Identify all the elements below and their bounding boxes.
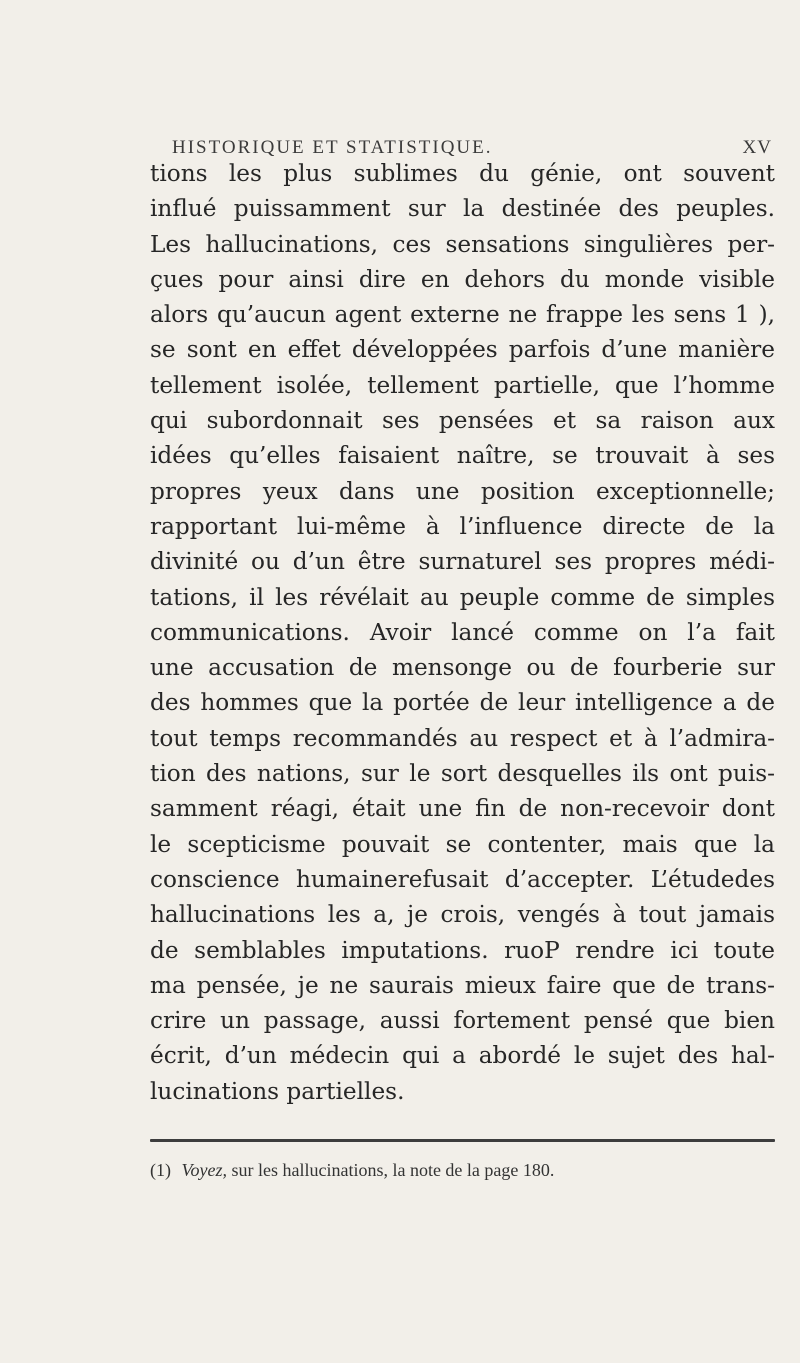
text-line: propres yeux dans une position exceptionnelle; [150, 477, 775, 505]
text-line: lucinations partielles. [150, 1077, 405, 1105]
text-line: une accusation de mensonge ou de fourberie sur [150, 654, 775, 682]
page-number: XV [742, 137, 772, 158]
text-line: tions les plus sublimes du génie, ont souvent [150, 160, 775, 187]
footnote-marker: (1) [150, 1160, 171, 1180]
body-text [150, 156, 775, 1109]
footnote [150, 1160, 775, 1181]
text-line: çues pour ainsi dire en dehors du monde visible [150, 265, 775, 293]
footnote-text: sur les hallucinations, la note de la page 180. [231, 1160, 555, 1180]
text-line: écrit, d’un médecin qui a abordé le sujet des hal- [150, 1042, 775, 1070]
footnote-separator [150, 1139, 775, 1142]
text-line: samment réagi, était une fin de non-recevoir dont [150, 795, 775, 823]
text-line: rapportant lui-même à l’influence directe de la [150, 512, 775, 540]
text-line: divinité ou d’un être surnaturel ses propres médi- [150, 548, 775, 576]
text-line: conscience humainerefusait d’accepter. L’étudedes [150, 865, 775, 893]
text-line: de semblables imputations. ruoP rendre ici toute [150, 936, 775, 964]
text-line: hallucinations les a, je crois, vengés à tout jamais [150, 901, 775, 929]
text-line: crire un passage, aussi fortement pensé que bien [150, 1007, 775, 1035]
text-line: le scepticisme pouvait se contenter, mais que la [150, 830, 775, 858]
text-line: Les hallucinations, ces sensations singulières per- [150, 230, 775, 258]
text-line: des hommes que la portée de leur intelligence a de [150, 689, 775, 717]
text-line: tout temps recommandés au respect et à l’admira- [150, 724, 775, 752]
text-line: se sont en effet développées parfois d’une manière [150, 336, 775, 364]
text-line: alors qu’aucun agent externe ne frappe les sens 1 ), [150, 301, 775, 329]
text-line: qui subordonnait ses pensées et sa raison aux [150, 407, 775, 435]
text-line: tations, il les révélait au peuple comme de simples [150, 583, 775, 611]
text-line: tellement isolée, tellement partielle, que l’homme [150, 371, 775, 399]
text-line: tion des nations, sur le sort desquelles ils ont puis- [150, 760, 775, 788]
text-line: idées qu’elles faisaient naître, se trouvait à ses [150, 442, 775, 470]
text-line: influé puissamment sur la destinée des peuples. [150, 195, 775, 223]
footnote-lead: Voyez, [181, 1160, 227, 1180]
text-line: communications. Avoir lancé comme on l’a fait [150, 618, 775, 646]
text-line: ma pensée, je ne saurais mieux faire que de trans- [150, 971, 775, 999]
running-head-title: HISTORIQUE ET STATISTIQUE. [172, 137, 493, 158]
